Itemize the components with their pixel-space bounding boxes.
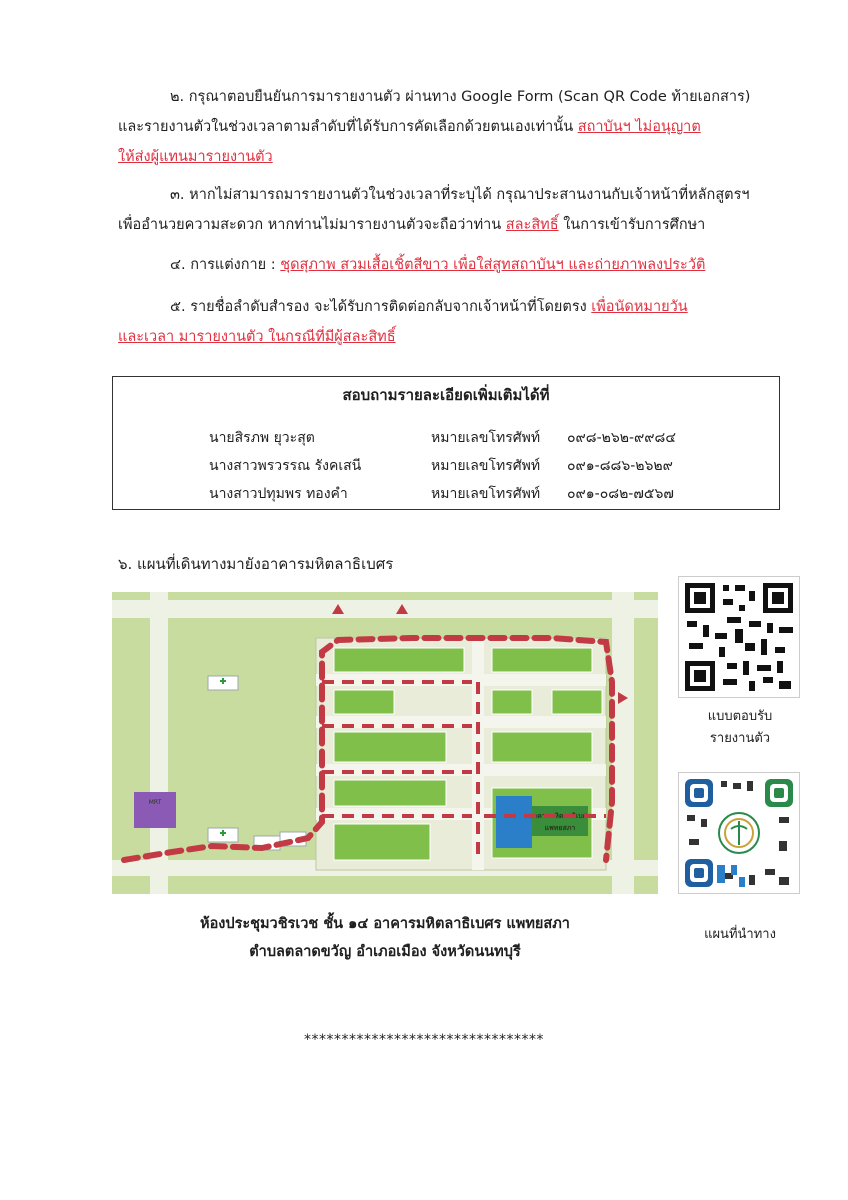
contact-name: นางสาวพรวรรณ รังคเสนี <box>209 458 362 474</box>
address-line2: ตำบลตลาดขวัญ อำเภอเมือง จังหวัดนนทบุรี <box>249 944 521 960</box>
item-5-line1: ๕. รายชื่อลำดับสำรอง จะได้รับการติดต่อกลับจากเจ้าหน้าที่โดยตรง <box>170 299 592 315</box>
map-image <box>112 592 658 894</box>
contact-phone-label: หมายเลขโทรศัพท์ <box>431 430 541 446</box>
contact-phone: ๐๙๘-๒๖๒-๙๙๘๔ <box>567 430 676 446</box>
item-5-red-appointment-cont: และเวลา มารายงานตัว ในกรณีที่มีผู้สละสิทธิ์ <box>118 329 396 345</box>
item-2-line1: ๒. กรุณาตอบยืนยันการมารายงานตัว ผ่านทาง Google Form (Scan QR Code ท้ายเอกสาร) <box>170 89 751 105</box>
contact-phone-label: หมายเลขโทรศัพท์ <box>431 458 541 474</box>
item-4-paragraph <box>118 250 778 280</box>
item-3-line1: ๓. หากไม่สามารถมารายงานตัวในช่วงเวลาที่ระบุได้ กรุณาประสานงานกับเจ้าหน้าที่หลักสูตรฯ <box>170 187 750 203</box>
item-3-paragraph <box>118 180 778 240</box>
venue-address <box>112 910 658 966</box>
qr-caption-line1: แบบตอบรับ <box>707 709 773 724</box>
qr-code-logo-icon[interactable] <box>678 772 800 894</box>
contact-name: นางสาวปทุมพร ทองคำ <box>209 486 348 502</box>
map-building-sublabel: แพทยสภา <box>544 824 576 832</box>
item-2-line2: และรายงานตัวในช่วงเวลาตามลำดับที่ได้รับการคัดเลือกด้วยตนเองเท่านั้น <box>118 119 578 135</box>
qr-reply-form-block <box>678 576 802 750</box>
contact-phone-label: หมายเลขโทรศัพท์ <box>431 486 541 502</box>
item-5-red-appointment: เพื่อนัดหมายวัน <box>591 299 688 315</box>
item-3-line2: เพื่ออำนวยความสะดวก หากท่านไม่มารายงานตัวจะถือว่าท่าน <box>118 217 506 233</box>
item-2-paragraph <box>118 82 778 172</box>
item-2-red-notice: สถาบันฯ ไม่อนุญาต <box>577 119 701 135</box>
qr-caption <box>678 706 802 750</box>
item-3-line2-end: ในการเข้ารับการศึกษา <box>558 217 706 233</box>
qr-map-block <box>678 772 802 946</box>
map-mrt-label: MRT <box>148 799 162 806</box>
footer-divider: ******************************** <box>304 1032 544 1048</box>
item-5-paragraph <box>118 292 778 352</box>
item-3-red-forfeit: สละสิทธิ์ <box>505 217 559 233</box>
item-2-red-notice-cont: ให้ส่งผู้แทนมารายงานตัว <box>118 149 273 165</box>
contact-phone: ๐๙๑-๘๘๖-๒๖๒๙ <box>567 458 673 474</box>
item-4-dress-code: ชุดสุภาพ สวมเสื้อเชิ้ตสีขาว เพื่อใส่สูทสถาบันฯ และถ่ายภาพลงประวัติ <box>280 257 706 273</box>
qr-caption-line1: แผนที่นำทาง <box>704 927 776 942</box>
item-4-label: ๔. การแต่งกาย : <box>170 257 281 273</box>
contact-box <box>112 376 780 510</box>
contact-name: นายสิรภพ ยุวะสุต <box>209 430 315 446</box>
qr-caption-line2: รายงานตัว <box>709 731 771 746</box>
qr-code-icon[interactable] <box>678 576 800 698</box>
contact-phone: ๐๙๑-๐๘๒-๗๕๖๗ <box>567 486 674 502</box>
map-heading: ๖. แผนที่เดินทางมายังอาคารมหิตลาธิเบศร <box>118 555 394 573</box>
address-line1: ห้องประชุมวชิรเวช ชั้น ๑๔ อาคารมหิตลาธิเบศร แพทยสภา <box>200 916 570 932</box>
map-building-label: อาคารมหิตลาธิเบศร <box>529 812 591 820</box>
map-illustration <box>112 592 658 894</box>
qr-caption <box>678 924 802 946</box>
contact-title: สอบถามรายละเอียดเพิ่มเติมได้ที่ <box>342 386 550 404</box>
